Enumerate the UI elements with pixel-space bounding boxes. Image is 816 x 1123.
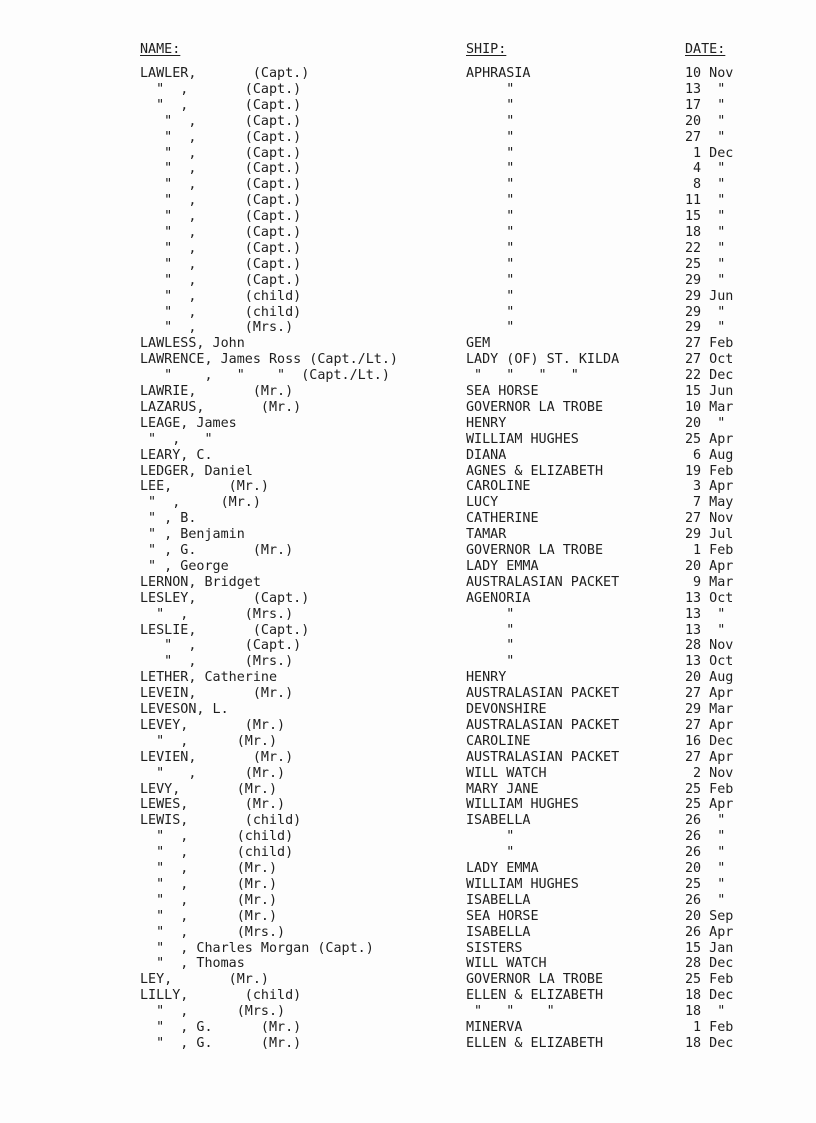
row-ship: SISTERS	[466, 940, 523, 956]
row-date: 10 Nov	[685, 66, 734, 81]
column-headers	[0, 42, 816, 58]
row-ship: "	[466, 113, 515, 129]
row-ship: APHRASIA	[466, 66, 531, 81]
row-date: 4 "	[685, 161, 726, 177]
row-date: 13 "	[685, 606, 726, 622]
row-name: " , (Mrs.)	[140, 654, 294, 670]
row-date: 27 Nov	[685, 511, 734, 527]
row-name: " , (child)	[140, 829, 294, 845]
row-date: 27 Oct	[685, 352, 734, 368]
table-row	[0, 686, 816, 702]
table-row	[0, 98, 816, 114]
row-ship: "	[466, 193, 515, 209]
row-ship: ELLEN & ELIZABETH	[466, 1035, 604, 1051]
table-row	[0, 66, 816, 82]
row-ship: CAROLINE	[466, 479, 531, 495]
row-date: 13 "	[685, 81, 726, 97]
row-date: 20 Sep	[685, 908, 734, 924]
row-date: 16 Dec	[685, 733, 734, 749]
row-name: " , (Capt.)	[140, 193, 302, 209]
row-date: 15 Jan	[685, 940, 734, 956]
row-date: 25 Apr	[685, 797, 734, 813]
row-name: " , (Mr.)	[140, 876, 278, 892]
table-row	[0, 336, 816, 352]
row-name: LAWLER, (Capt.)	[140, 66, 310, 81]
row-ship: ISABELLA	[466, 892, 531, 908]
row-name: LESLIE, (Capt.)	[140, 622, 310, 638]
table-row	[0, 432, 816, 448]
row-date: 27 Apr	[685, 717, 734, 733]
table-row	[0, 225, 816, 241]
table-row	[0, 750, 816, 766]
row-date: 25 Feb	[685, 781, 734, 797]
row-ship: WILLIAM HUGHES	[466, 876, 579, 892]
table-row	[0, 384, 816, 400]
table-row	[0, 464, 816, 480]
table-row	[0, 909, 816, 925]
row-date: 1 Feb	[685, 543, 734, 558]
table-row	[0, 829, 816, 845]
row-date: 29 "	[685, 272, 726, 288]
row-ship: "	[466, 829, 515, 845]
row-ship: WILLIAM HUGHES	[466, 797, 579, 813]
row-name: " , (Mrs.)	[140, 924, 286, 940]
table-row	[0, 130, 816, 146]
row-date: 29 "	[685, 304, 726, 320]
row-date: 17 "	[685, 97, 726, 113]
row-ship: "	[466, 209, 515, 225]
row-date: 18 Dec	[685, 988, 734, 1004]
row-ship: "	[466, 145, 515, 161]
row-ship: " " "	[466, 1004, 555, 1020]
row-ship: HENRY	[466, 670, 507, 686]
table-row	[0, 638, 816, 654]
row-ship: WILL WATCH	[466, 956, 547, 972]
table-row	[0, 527, 816, 543]
table-row	[0, 559, 816, 575]
row-name: LEDGER, Daniel	[140, 463, 253, 479]
table-row	[0, 607, 816, 623]
table-row	[0, 257, 816, 273]
row-ship: TAMAR	[466, 527, 507, 543]
row-ship: MARY JANE	[466, 781, 539, 797]
table-row	[0, 877, 816, 893]
row-date: 28 Dec	[685, 956, 734, 972]
table-row	[0, 988, 816, 1004]
row-date: 29 Mar	[685, 702, 734, 717]
row-name: LEVESON, L.	[140, 702, 229, 717]
row-ship: LADY EMMA	[466, 861, 539, 876]
row-date: 20 "	[685, 113, 726, 129]
table-row	[0, 813, 816, 829]
row-ship: "	[466, 606, 515, 622]
row-date: 27 Apr	[685, 749, 734, 765]
table-row	[0, 368, 816, 384]
row-ship: MINERVA	[466, 1020, 523, 1035]
table-row	[0, 766, 816, 782]
row-date: 20 "	[685, 861, 726, 876]
row-date: 18 Dec	[685, 1035, 734, 1051]
row-date: 20 Apr	[685, 558, 734, 574]
row-name: LEVEY, (Mr.)	[140, 717, 286, 733]
row-name: LAZARUS, (Mr.)	[140, 399, 302, 415]
row-date: 7 May	[685, 495, 734, 511]
row-ship: DEVONSHIRE	[466, 702, 547, 717]
table-row	[0, 320, 816, 336]
table-row	[0, 305, 816, 321]
table-row	[0, 623, 816, 639]
row-date: 27 Feb	[685, 336, 734, 352]
row-name: " , (Mr.)	[140, 495, 261, 511]
ship-header: SHIP:	[466, 42, 507, 57]
table-row	[0, 782, 816, 798]
table-row	[0, 1036, 816, 1052]
table-row	[0, 209, 816, 225]
row-date: 8 "	[685, 177, 726, 193]
table-row	[0, 193, 816, 209]
table-row	[0, 416, 816, 432]
row-ship: LADY (OF) ST. KILDA	[466, 352, 620, 368]
row-name: LESLEY, (Capt.)	[140, 590, 310, 606]
row-name: " , Thomas	[140, 956, 245, 972]
row-date: 29 "	[685, 320, 726, 336]
table-row	[0, 1004, 816, 1020]
row-date: 25 "	[685, 256, 726, 272]
row-ship: ISABELLA	[466, 813, 531, 829]
table-row	[0, 352, 816, 368]
table-row	[0, 575, 816, 591]
table-row	[0, 114, 816, 130]
row-date: 20 "	[685, 415, 726, 431]
row-name: LEVEIN, (Mr.)	[140, 686, 294, 702]
row-ship: LUCY	[466, 495, 499, 511]
row-ship: "	[466, 161, 515, 177]
table-row	[0, 177, 816, 193]
row-name: " , (Mr.)	[140, 908, 278, 924]
row-ship: CAROLINE	[466, 733, 531, 749]
row-name: " , (Capt.)	[140, 209, 302, 225]
row-date: 26 "	[685, 829, 726, 845]
row-ship: "	[466, 288, 515, 304]
row-ship: ELLEN & ELIZABETH	[466, 988, 604, 1004]
row-name: " , (Mr.)	[140, 733, 278, 749]
row-name: LILLY, (child)	[140, 988, 302, 1004]
row-ship: AUSTRALASIAN PACKET	[466, 574, 620, 590]
table-row	[0, 1020, 816, 1036]
row-ship: "	[466, 320, 515, 336]
row-date: 29 Jun	[685, 288, 734, 304]
row-ship: GOVERNOR LA TROBE	[466, 972, 604, 988]
row-name: " , (Capt.)	[140, 113, 302, 129]
row-name: LETHER, Catherine	[140, 670, 278, 686]
row-date: 9 Mar	[685, 574, 734, 590]
row-ship: "	[466, 240, 515, 256]
row-date: 22 "	[685, 240, 726, 256]
row-name: " , Benjamin	[140, 527, 245, 543]
row-ship: DIANA	[466, 447, 507, 463]
row-date: 28 Nov	[685, 638, 734, 654]
table-row	[0, 956, 816, 972]
row-name: LAWLESS, John	[140, 336, 245, 352]
row-date: 15 "	[685, 209, 726, 225]
row-date: 25 "	[685, 876, 726, 892]
row-ship: AGNES & ELIZABETH	[466, 463, 604, 479]
row-name: " , (child)	[140, 304, 302, 320]
date-header: DATE:	[685, 42, 726, 57]
row-date: 18 "	[685, 225, 726, 240]
row-ship: SEA HORSE	[466, 908, 539, 924]
row-name: " , (Capt.)	[140, 638, 302, 654]
table-row	[0, 479, 816, 495]
table-row	[0, 845, 816, 861]
row-ship: "	[466, 81, 515, 97]
row-ship: "	[466, 129, 515, 145]
row-name: " , (Capt.)	[140, 129, 302, 145]
row-name: LAWRENCE, James Ross (Capt./Lt.)	[140, 352, 398, 368]
row-date: 19 Feb	[685, 463, 734, 479]
row-name: " , " " (Capt./Lt.)	[140, 368, 390, 384]
row-date: 25 Apr	[685, 431, 734, 447]
row-ship: GOVERNOR LA TROBE	[466, 399, 604, 415]
row-ship: CATHERINE	[466, 511, 539, 527]
row-date: 29 Jul	[685, 527, 734, 543]
row-name: " , (Capt.)	[140, 161, 302, 177]
row-name: " , (Mrs.)	[140, 320, 294, 336]
row-date: 3 Apr	[685, 479, 734, 495]
table-row	[0, 273, 816, 289]
row-ship: GEM	[466, 336, 491, 352]
row-date: 10 Mar	[685, 399, 734, 415]
row-name: " , (Capt.)	[140, 272, 302, 288]
row-name: " , George	[140, 558, 229, 574]
table-row	[0, 400, 816, 416]
table-row	[0, 511, 816, 527]
table-row	[0, 289, 816, 305]
row-ship: GOVERNOR LA TROBE	[466, 543, 604, 558]
row-name: " , (Mr.)	[140, 765, 286, 781]
table-row	[0, 591, 816, 607]
row-date: 25 Feb	[685, 972, 734, 988]
table-row	[0, 146, 816, 162]
row-ship: AUSTRALASIAN PACKET	[466, 749, 620, 765]
row-date: 13 Oct	[685, 654, 734, 670]
row-ship: "	[466, 225, 515, 240]
row-ship: WILLIAM HUGHES	[466, 431, 579, 447]
row-name: LEARY, C.	[140, 447, 213, 463]
table-row	[0, 702, 816, 718]
row-date: 27 Apr	[685, 686, 734, 702]
row-name: LERNON, Bridget	[140, 574, 261, 590]
row-date: 6 Aug	[685, 447, 734, 463]
table-row	[0, 718, 816, 734]
row-ship: "	[466, 177, 515, 193]
row-name: " , (Capt.)	[140, 97, 302, 113]
row-date: 26 "	[685, 892, 726, 908]
row-date: 26 "	[685, 813, 726, 829]
row-date: 26 Apr	[685, 924, 734, 940]
row-ship: "	[466, 622, 515, 638]
row-date: 13 Oct	[685, 590, 734, 606]
row-ship: "	[466, 272, 515, 288]
row-name: LEY, (Mr.)	[140, 972, 269, 988]
row-date: 22 Dec	[685, 368, 734, 384]
row-ship: " " " "	[466, 368, 579, 384]
table-row	[0, 495, 816, 511]
row-name: " , (Mrs.)	[140, 1004, 286, 1020]
table-row	[0, 941, 816, 957]
table-row	[0, 972, 816, 988]
row-date: 1 Feb	[685, 1020, 734, 1035]
table-row	[0, 734, 816, 750]
table-row	[0, 797, 816, 813]
row-name: " , B.	[140, 511, 197, 527]
row-name: LEVY, (Mr.)	[140, 781, 278, 797]
row-name: " , (Mr.)	[140, 892, 278, 908]
table-row	[0, 893, 816, 909]
table-row	[0, 670, 816, 686]
table-row	[0, 241, 816, 257]
row-ship: AGENORIA	[466, 590, 531, 606]
row-ship: "	[466, 845, 515, 861]
row-ship: "	[466, 256, 515, 272]
row-date: 1 Dec	[685, 145, 734, 161]
row-date: 18 "	[685, 1004, 726, 1020]
table-row	[0, 448, 816, 464]
row-name: " , Charles Morgan (Capt.)	[140, 940, 374, 956]
row-name: " , "	[140, 431, 213, 447]
row-name: LEWES, (Mr.)	[140, 797, 286, 813]
row-date: 2 Nov	[685, 765, 734, 781]
row-name: LEVIEN, (Mr.)	[140, 749, 294, 765]
row-name: " , (child)	[140, 288, 302, 304]
row-date: 27 "	[685, 129, 726, 145]
row-date: 26 "	[685, 845, 726, 861]
row-name: " , G. (Mr.)	[140, 1035, 302, 1051]
row-date: 15 Jun	[685, 384, 734, 399]
table-row	[0, 82, 816, 98]
row-ship: WILL WATCH	[466, 765, 547, 781]
table-row	[0, 861, 816, 877]
row-ship: ISABELLA	[466, 924, 531, 940]
row-name: " , (Capt.)	[140, 240, 302, 256]
row-name: " , (Capt.)	[140, 145, 302, 161]
row-name: " , (Mrs.)	[140, 606, 294, 622]
row-name: " , (child)	[140, 845, 294, 861]
name-header: NAME:	[140, 42, 181, 57]
row-name: LEAGE, James	[140, 415, 237, 431]
row-ship: "	[466, 638, 515, 654]
row-name: " , (Capt.)	[140, 225, 302, 240]
row-date: 13 "	[685, 622, 726, 638]
row-name: " , (Capt.)	[140, 177, 302, 193]
row-name: " , G. (Mr.)	[140, 1020, 302, 1035]
row-ship: AUSTRALASIAN PACKET	[466, 686, 620, 702]
table-row	[0, 925, 816, 941]
row-name: " , G. (Mr.)	[140, 543, 294, 558]
row-date: 20 Aug	[685, 670, 734, 686]
row-name: " , (Capt.)	[140, 256, 302, 272]
table-row	[0, 161, 816, 177]
table-row	[0, 543, 816, 559]
row-name: LEE, (Mr.)	[140, 479, 269, 495]
row-ship: LADY EMMA	[466, 558, 539, 574]
row-ship: HENRY	[466, 415, 507, 431]
row-ship: "	[466, 304, 515, 320]
row-ship: SEA HORSE	[466, 384, 539, 399]
row-name: LEWIS, (child)	[140, 813, 302, 829]
row-ship: AUSTRALASIAN PACKET	[466, 717, 620, 733]
row-date: 11 "	[685, 193, 726, 209]
row-ship: "	[466, 654, 515, 670]
row-name: " , (Mr.)	[140, 861, 278, 876]
row-name: LAWRIE, (Mr.)	[140, 384, 294, 399]
row-name: " , (Capt.)	[140, 81, 302, 97]
row-ship: "	[466, 97, 515, 113]
table-row	[0, 654, 816, 670]
